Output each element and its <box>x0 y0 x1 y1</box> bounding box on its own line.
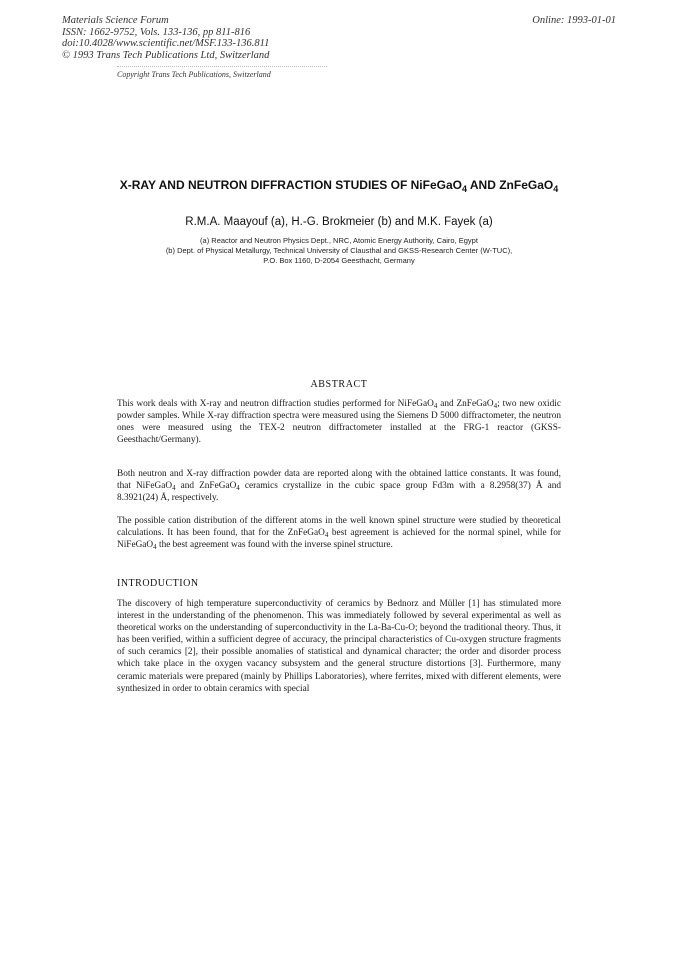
abstract-p2-text-2: and ZnFeGaO <box>175 481 237 492</box>
abstract-p3-sub-2: 4 <box>153 543 157 552</box>
abstract-paragraph-3 <box>117 515 561 551</box>
affiliation-b: (b) Dept. of Physical Metallurgy, Technical University of Clausthal and GKSS-Research Center (W-TUC), <box>165 246 513 255</box>
introduction-heading: INTRODUCTION <box>117 578 199 589</box>
abstract-p1-text-2: and ZnFeGaO <box>437 399 494 409</box>
stamp-divider <box>117 66 327 67</box>
abstract-paragraph-1 <box>117 398 561 446</box>
online-date: Online: 1993-01-01 <box>532 15 616 26</box>
citation-journal: Materials Science Forum <box>62 15 169 26</box>
abstract-p1-sub-2: 4 <box>493 402 498 410</box>
abstract-p1-text-1: This work deals with X-ray and neutron diffraction studies performed for NiFeGaO <box>117 399 434 409</box>
citation-issn: ISSN: 1662-9752, Vols. 133-136, pp 811-816 <box>62 26 251 38</box>
title-subscript-1: 4 <box>461 184 467 194</box>
abstract-paragraph-2 <box>117 468 561 504</box>
citation-copyright: © 1993 Trans Tech Publications Ltd, Switzerland <box>62 49 270 61</box>
abstract-heading: ABSTRACT <box>310 379 368 390</box>
affiliation-b-address: P.O. Box 1160, D-2054 Geesthacht, Germany <box>263 256 415 265</box>
abstract-p2-sub-2: 4 <box>236 484 240 493</box>
publisher-copyright: Copyright Trans Tech Publications, Switzerland <box>117 70 271 79</box>
abstract-p3-text-1: The possible cation distribution of the different atoms in the well known spinel structure were studied by theoretical calculations. It has been found, that for the ZnFeGaO <box>117 516 561 539</box>
introduction-paragraph: The discovery of high temperature superconductivity of ceramics by Bednorz and Müller [1] has stimulated more interest in the understanding of the phenomenon. This was immediately followed by several experimental as well as theoretical works on the understanding of superconductivity in the La-Ba-Cu-O; beyond the traditional theory. Thus, it has been verified, within a sufficient degree of accuracy, the principal characteristics of Cu-oxygen structure fragments of such ceramics [2], their possible anomalies of statistical and dynamical character; the order and disorder process which take place in the oxygen vacancy subsystem and the general structure distortions [3]. Furthermore, many ceramic materials were prepared (mainly by Phillips Laboratories), where ferrites, mixed with different elements, were synthesized in order to obtain ceramics with special <box>117 599 561 694</box>
citation-doi[interactable]: doi:10.4028/www.scientific.net/MSF.133-136.811 <box>62 38 270 49</box>
citation-block <box>62 15 269 61</box>
abstract-p1-sub-1: 4 <box>433 402 438 410</box>
title-part-1: X-RAY AND NEUTRON DIFFRACTION STUDIES OF NiFeGaO <box>119 178 462 192</box>
abstract-p2-sub-1: 4 <box>172 484 176 493</box>
paper-title <box>110 176 568 194</box>
affiliation-a: (a) Reactor and Neutron Physics Dept., NRC, Atomic Energy Authority, Cairo, Egypt <box>200 236 478 245</box>
title-part-2: AND ZnFeGaO <box>467 178 554 192</box>
abstract-p1-text-3: ; two new oxidic powder samples. While X-ray diffraction spectra were measured using the Siemens D 5000 diffractometer, the neutron ones were measured using the TEX-2 neutron diffractometer installed at the FRG-1 reactor (GKSS-Geesthacht/Germany). <box>117 399 561 446</box>
abstract-p3-text-2: best agreement is achieved for the normal spinel, while for NiFeGaO <box>117 528 561 551</box>
abstract-p2-text-1: Both neutron and X-ray diffraction powder data are reported along with the obtained lattice constants. It was found, that NiFeGaO <box>117 469 561 492</box>
title-subscript-2: 4 <box>553 184 559 194</box>
abstract-p2-text-3: ceramics crystallize in the cubic space group Fd3m with a 8.2958(37) Å and 8.3921(24) Å, respectively. <box>117 481 561 504</box>
abstract-p3-text-3: the best agreement was found with the inverse spinel structure. <box>156 540 393 551</box>
author-list: R.M.A. Maayouf (a), H.-G. Brokmeier (b) and M.K. Fayek (a) <box>185 216 493 228</box>
abstract-p3-sub-1: 4 <box>324 531 329 540</box>
